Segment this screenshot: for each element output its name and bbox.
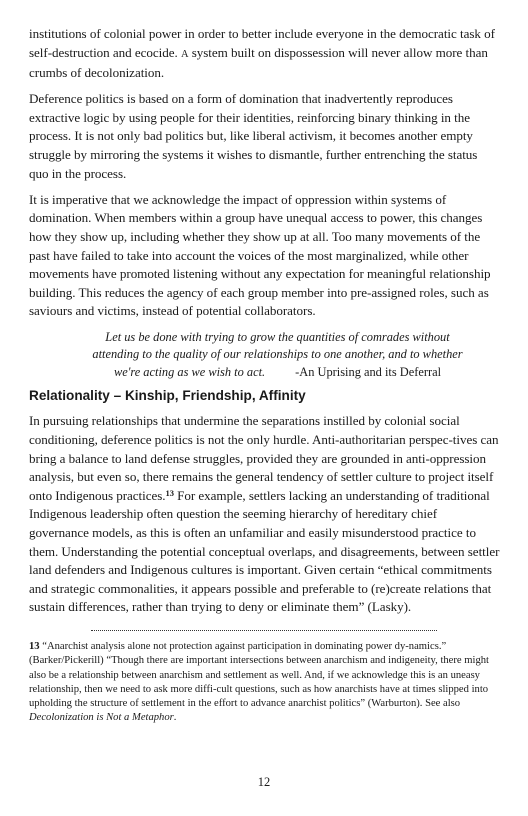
- quote-text: Let us be done with trying to grow the quantities of comrades without attending to the quality of our relationships to one another, and to whether: [92, 329, 463, 362]
- section-heading: Relationality – Kinship, Friendship, Affinity: [29, 388, 306, 404]
- quote-text-end: we're acting as we wish to act.: [113, 364, 266, 379]
- paragraph-text: institutions of colonial power in order to better include everyone in the democratic task of self-destruction and ecocide.: [29, 26, 495, 60]
- paragraph-oppression: It is imperative that we acknowledge the impact of oppression within systems of domination. When members within a group have unequal access to power, this changes how they show up, including whether they show up at all. Too many movements of the past have failed to take into account the voices of the most marginalized, while other movements have promoted listening without any expectation for meaningful relationship building. This reduces the agency of each group member into pre-assigned roles, such as saviours and victims, instead of potential collaborators.: [29, 191, 491, 319]
- paragraph-relationality: [29, 412, 500, 617]
- footnote-reference[interactable]: 13: [165, 487, 174, 498]
- footnote-end: .: [173, 712, 177, 724]
- footnote-divider: [91, 630, 437, 631]
- page-content: [29, 25, 500, 726]
- paragraph-text: For example, settlers lacking an understanding of traditional Indigenous leadership often question the seeming hierarchy of hereditary chief governance models, as this is often an unfamiliar and easily misunderstood practice to them. Understanding the potential conceptual overlaps, and disagreements, between settler land defenders and Indigenous cultures is important. Given certain “ethical commitments and strategic commonalities, it appears possible and preferable to (re)create relations that sustain differences, rather than trying to deny or eliminate them” (Lasky).: [29, 487, 500, 615]
- paragraph-colonial-power: [29, 25, 500, 83]
- footnote-number: 13: [29, 640, 40, 652]
- footnote-title: Decolonization is Not a Metaphor: [29, 712, 174, 724]
- quote-attribution: -An Uprising and its Deferral: [295, 364, 442, 379]
- block-quote: [29, 329, 470, 382]
- small-caps-letter: A: [180, 48, 189, 60]
- footnote-text: “Anarchist analysis alone not protection against participation in dominating power dy-namics.” (Barker/Pickerill) “Though there are important intersections between anarchism and indigeneity, there might also be a relationship between anarchism and settlement as well. And, if we acknowledge this is an uneasy relationship, then we need to ask more diffi-cult questions, such as how anarchists have at times slipped into upholding the structure of settlement in the effort to advance anarchist politics” (Warburton). See also: [29, 640, 489, 710]
- paragraph-deference-politics: Deference politics is based on a form of domination that inadvertently reproduces extractive logic by using people for their identities, reinforcing binary thinking in the process. It is not only bad politics but, like liberal activism, it becomes another empty struggle by mirroring the systems it wishes to dismantle, further entrenching the status quo in the process.: [29, 91, 478, 181]
- paragraph-text: In pursuing relationships that undermine the separations instilled by colonial social conditioning, deference politics is not the only hurdle. Anti-authoritarian perspec-tives can bring a balance to land defense struggles, provided they are grounded in anti-oppression analysis, but even so, there remains the general tendency of settler culture to project itself onto Indigenous practices.: [29, 413, 499, 503]
- footnote: [29, 640, 500, 726]
- paragraph-text: system built on dispossession will never allow more than crumbs of decolonization.: [29, 44, 488, 81]
- quote-last-line: [85, 364, 470, 382]
- page-number: 12: [257, 775, 271, 789]
